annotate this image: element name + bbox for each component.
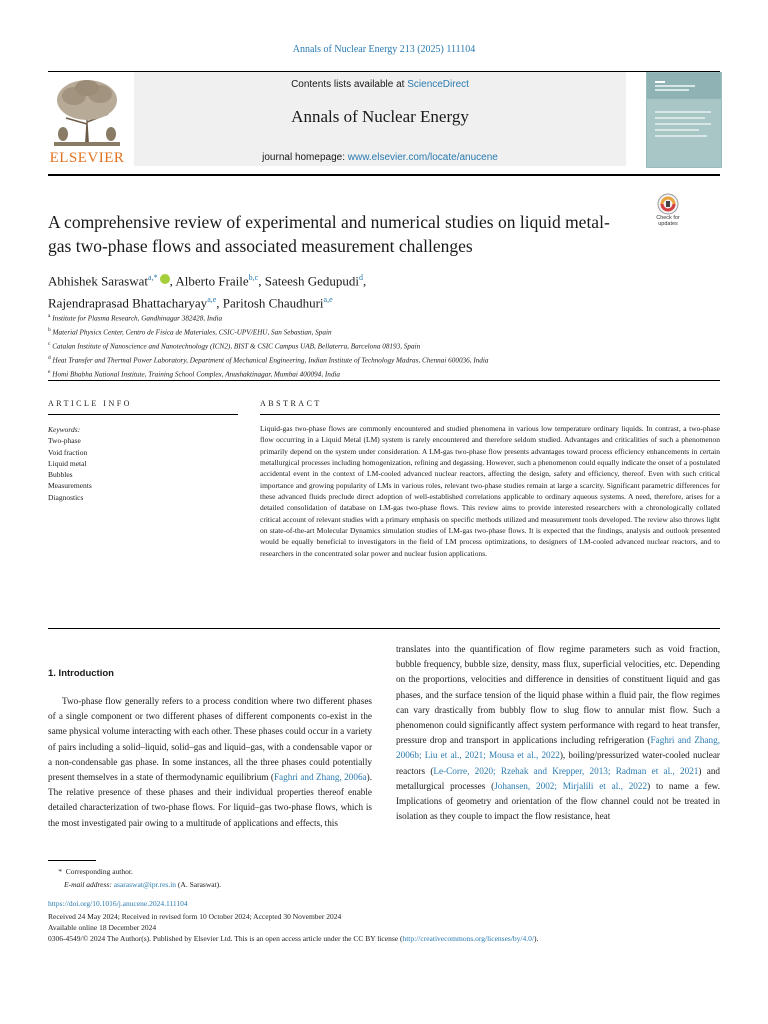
affiliations-bottom-rule [48,380,720,381]
affiliation: $^c$ Catalan Institute of Nanoscience and Nanotechnology (ICN2), BIST & CSIC Campus UAB, Bellaterra, Barcelona 08193, Spain [48,340,421,351]
header-bottom-rule [48,174,720,176]
check-updates-label: Check for updates [656,215,680,227]
affiliation: $^a$ Institute for Plasma Research, Gandhinagar 382428, India [48,313,223,323]
author-affil-marker[interactable]: b,c [248,273,259,282]
check-for-updates-badge[interactable] [646,192,690,232]
citation-link[interactable]: Faghri and Zhang, 2006a [273,772,367,783]
online-date: Available online 18 December 2024 [48,923,157,932]
citation-link[interactable]: Le-Corre, 2020; Rzehak and Krepper, 2013; Radman et al., 2021 [433,765,699,776]
keywords-label: Keywords: [48,425,81,434]
affiliations [48,311,728,380]
abstract-rule [260,414,720,415]
keywords-block [48,424,238,503]
homepage-link[interactable]: www.elsevier.com/locate/anucene [347,152,498,163]
contents-line [134,79,626,90]
abstract-text: Liquid-gas two-phase flows are commonly encountered and studied phenomena in various low temperature ordinary liquids. In contrast, a two-phase flow occurring in a Liquid Metal (LM) system is rarely encountered and therefore seldom studied. Advantages and criticalities of such a phenomenon primarily depend on the system under consideration. A LM-gas two-phase flow presents advantages toward process efficiency enhancements in certain metallurgical processes including homogenization, refining and degassing. However, such a phenomenon could equally indicate the onset of a postulated accidental event in the context of LM-cooled advanced nuclear reactors, affecting the design, safety and efficiency, thereof. Even with such critical importance and growing popularity of LMs in various roles, relevant two-phase studies remain at large a scarcity. Significant parametric differences for these advanced fluids preclude direct adoption of well-established correlations applicable to ordinary aqueous systems. A need, therefore, arises for a detailed consolidation of database on LM-gas two-phase flows. This review aims to provide interested researchers with a chronologically collated critical account of relevant studies with a primary emphasis on specific methods utilized and measurement tools developed. The review also throws light on state-of-the-art Molecular Dynamics simulation studies of LM-gas two-phase flows. It is expected that the findings, analysis and outlook presented would be equally beneficial to investigators in the field of LM process optimizations, to designers of LM-cooled advanced nuclear reactors, and to researchers in the concentrated solar power and nuclear fusion applications. [260,424,720,558]
author-name[interactable]: Abhishek Saraswat [48,273,149,289]
author-name[interactable]: Paritosh Chaudhuri [222,295,324,311]
author-affil-marker[interactable]: a,e [323,295,333,305]
keyword: Void fraction [48,447,88,457]
citation-link[interactable]: Faghri and Zhang, 2006b; Liu et al., 2021; Mousa et al., 2022 [396,735,720,761]
doi-link[interactable]: https://doi.org/10.1016/j.anucene.2024.111104 [48,899,188,908]
body-left-column: Two-phase flow generally refers to a process condition where two different phases of a single component or two different phases of different components co-exist in the same physical volume interacting with each other. These phases could occur in a variety of pairs including a solid–liquid, solid–gas and liquid–gas, with a condensable vapor or a non-condensable gas phase. In some instances, all the three phases could potentially present themselves in a state of thermodynamic equilibrium (Faghri and Zhang, 2006a). The relative presence of these phases and their individual properties thereof enable detailed characterization of two-phase flows. For liquid–gas two-phase flows, which is the most investigated pair owing to a multitude of applications and effects, this [48,696,372,828]
article-info-heading: ARTICLE INFO [48,399,132,408]
affiliation: $^b$ Material Physics Center, Centro de Fisica de Materiales, CSIC-UPV/EHU, San Sebastian, Spain [48,326,332,337]
journal-cover-thumbnail[interactable] [646,72,722,168]
affiliation: $^e$ Homi Bhabha National Institute, Training School Complex, Anushaktinagar, Mumbai 400094, India [48,368,341,378]
journal-title: Annals of Nuclear Energy [291,107,469,126]
author-affil-marker[interactable]: a,* [148,273,158,282]
orcid-icon[interactable] [160,274,170,284]
author-name[interactable]: Rajendraprasad Bhattacharyay [48,295,208,311]
keyword: Diagnostics [48,492,84,502]
keyword: Bubbles [48,470,73,480]
author-name[interactable]: Sateesh Gedupudi [264,273,359,289]
article-info-rule [48,414,238,415]
journal-homepage-line [134,152,626,163]
author-affil-marker[interactable]: a,e [207,295,217,305]
received-dates: Received 24 May 2024; Received in revised form 10 October 2024; Accepted 30 November 2024 [48,912,342,921]
body-right-column: translates into the quantification of flow regime parameters such as void fraction, bubble frequency, bubble size, density, mass flux, superficial velocities, etc. Depending on the proportions, velocities and difference in densities of constituent liquid and gas phases, and the surface tension of the liquid phase within a fluid pair, the flow regimes can vary drastically from bubbly flow to slug flow to annular mist flow. Such a phenomenon could significantly affect system performance with regard to heat transfer, pressure drop and transport in applications including refrigeration (Faghri and Zhang, 2006b; Liu et al., 2021; Mousa et al., 2022), boiling/pressurized water-cooled nuclear reactors (Le-Corre, 2020; Rzehak and Krepper, 2013; Radman et al., 2021) and metallurgical processes (Johansen, 2002; Mirjalili et al., 2022) to name a few. Implications of geometry and orientation of the flow channel could not be treated in isolation as they couple to impact the flow resistance, heat [396,644,721,822]
author-list: Abhishek Saraswat$^{a,*}$ , Alberto Fraile$^{b,c}$, Sateesh Gedupudi$^d$, Rajendraprasad Bhattacharyay$^{a,e}$, Paritosh Chaudhuri$^{a,e}$ [48,273,367,311]
affiliation: $^d$ Heat Transfer and Thermal Power Laboratory, Department of Mechanical Engineering, Indian Institute of Technology Madras, Chennai 600036, India [48,354,489,365]
publisher-wordmark[interactable]: ELSEVIER [49,150,125,166]
contents-prefix: Contents lists available at [291,79,408,90]
footnote-rule [48,860,96,861]
keyword: Measurements [48,481,92,491]
email-link[interactable]: asaraswat@ipr.res.in [113,880,177,889]
license-link[interactable]: http://creativecommons.org/licenses/by/4.0/ [402,934,534,943]
email-note: E-mail address: asaraswat@ipr.res.in (A. Saraswat). [64,880,222,889]
journal-reference[interactable]: Annals of Nuclear Energy 213 (2025) 111104 [292,44,476,55]
keyword: Two-phase [48,436,81,446]
abstract-bottom-rule [48,628,720,629]
article-title: A comprehensive review of experimental and numerical studies on liquid metal-gas two-phase flows and associated measurement challenges [48,212,610,256]
sciencedirect-link[interactable]: ScienceDirect [407,79,469,90]
abstract-heading: ABSTRACT [260,399,322,408]
author-affil-marker[interactable]: d [358,273,363,282]
keyword: Liquid metal [48,458,87,468]
author-name[interactable]: Alberto Fraile [175,273,249,289]
corresponding-author-note: * Corresponding author. [58,867,133,876]
citation-link[interactable]: Johansen, 2002; Mirjalili et al., 2022 [494,780,648,791]
homepage-prefix: journal homepage: [262,152,348,163]
section-heading-introduction: 1. Introduction [48,668,114,679]
license-line: 0306-4549/© 2024 The Author(s). Published by Elsevier Ltd. This is an open access article under the CC BY license (http://creativecommons.org/licenses/by/4.0/). [48,934,539,943]
